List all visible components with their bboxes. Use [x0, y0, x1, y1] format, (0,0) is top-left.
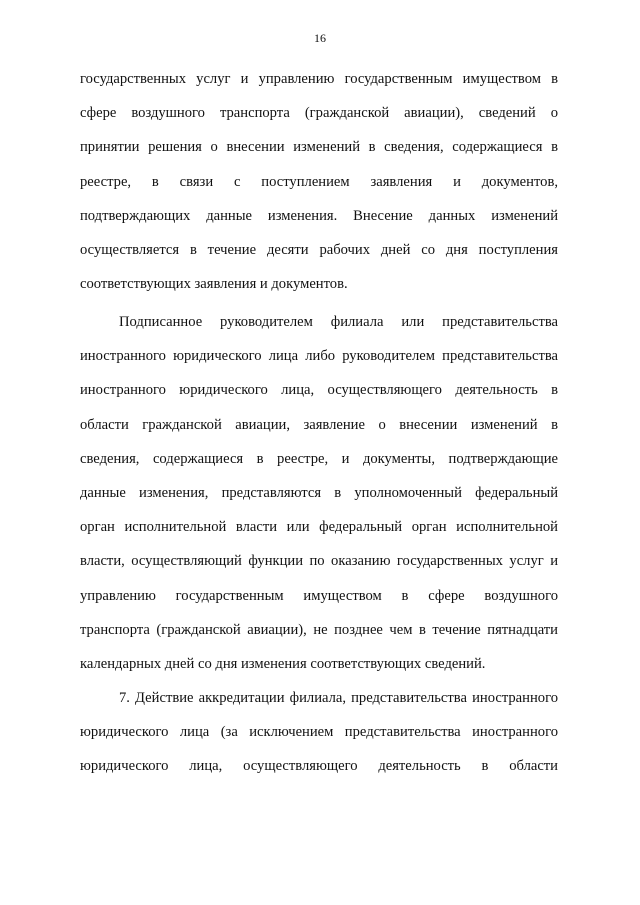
text-line: сведения, содержащиеся в реестре, и документы, подтверждающие [80, 450, 558, 467]
page-number: 16 [314, 31, 326, 45]
text-line: власти, осуществляющий функции по оказанию государственных услуг и [80, 553, 558, 570]
text-line: юридического лица, осуществляющего деятельность в области [80, 758, 558, 775]
paragraph-item-7 [80, 688, 558, 791]
text-line: сфере воздушного транспорта (гражданской авиации), сведений о [80, 105, 558, 122]
text-line: осуществляется в течение десяти рабочих дней со дня поступления [80, 241, 558, 258]
text-line: государственных услуг и управлению государственным имуществом в [80, 71, 558, 87]
text-line: иностранного юридического лица либо руководителем представительства [80, 348, 558, 365]
text-line: подтверждающих данные изменения. Внесение данных изменений [80, 207, 558, 224]
text-line: принятии решения о внесении изменений в сведения, содержащиеся в [80, 139, 558, 156]
text-line: соответствующих заявления и документов. [80, 276, 348, 293]
text-line: 7. Действие аккредитации филиала, представительства иностранного [119, 690, 558, 706]
text-line: календарных дней со дня изменения соответствующих сведений. [80, 655, 486, 672]
text-line: иностранного юридического лица, осуществляющего деятельность в [80, 382, 558, 399]
paragraph-signed-application [80, 312, 558, 688]
text-line: данные изменения, представляются в уполномоченный федеральный [80, 484, 558, 501]
text-line: Подписанное руководителем филиала или представительства [119, 314, 558, 330]
paragraph-continuation [80, 69, 558, 308]
text-line: транспорта (гражданской авиации), не позднее чем в течение пятнадцати [80, 621, 558, 638]
text-line: орган исполнительной власти или федеральный орган исполнительной [80, 519, 558, 536]
text-line: области гражданской авиации, заявление о внесении изменений в [80, 416, 558, 433]
text-line: юридического лица (за исключением представительства иностранного [80, 724, 558, 741]
text-line: управлению государственным имуществом в сфере воздушного [80, 587, 558, 604]
text-line: реестре, в связи с поступлением заявления и документов, [80, 173, 558, 190]
